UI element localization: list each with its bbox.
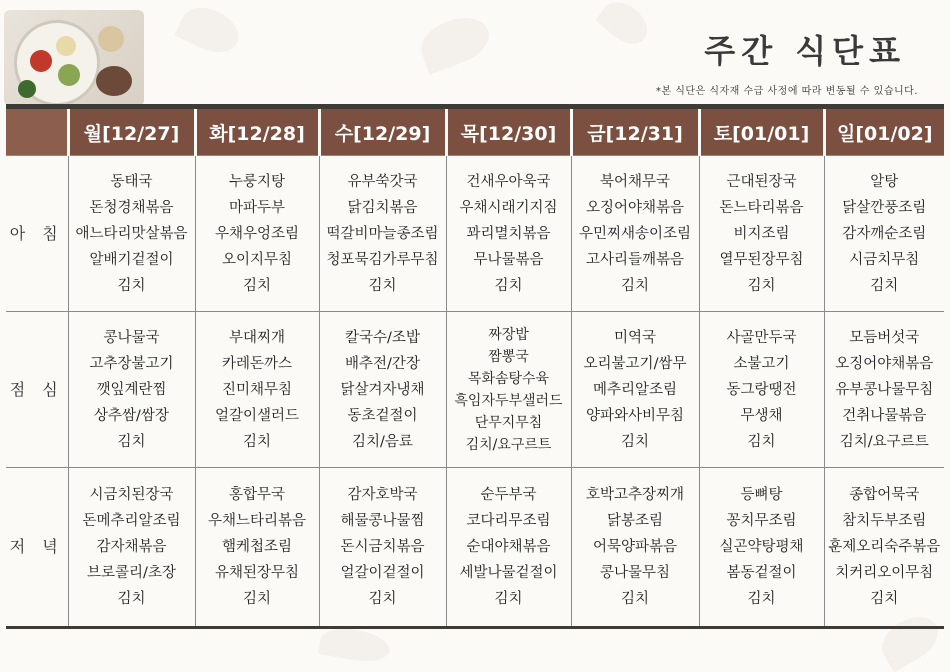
menu-cell xyxy=(446,312,571,468)
background-leaf xyxy=(595,0,655,52)
menu-cell xyxy=(699,312,824,468)
menu-item: 비지조림 xyxy=(733,225,790,242)
menu-item: 김치/음료 xyxy=(352,433,413,450)
menu-item: 코다리무조림 xyxy=(466,513,551,529)
background-leaf xyxy=(318,624,392,666)
menu-item: 김치 xyxy=(620,277,649,294)
menu-cell xyxy=(571,312,699,468)
menu-item: 북어채무국 xyxy=(599,173,671,190)
menu-item: 닭봉조림 xyxy=(606,513,664,529)
menu-item: 오리불고기/쌈무 xyxy=(583,355,687,372)
menu-item: 건새우아욱국 xyxy=(466,173,551,190)
day-header-tue: 화[12/28] xyxy=(195,107,319,156)
menu-item: 김치 xyxy=(747,591,776,607)
day-header-mon: 월[12/27] xyxy=(68,107,195,156)
menu-item: 단무지무침 xyxy=(474,414,543,431)
menu-cell xyxy=(68,156,195,312)
menu-item: 시금치무침 xyxy=(849,251,920,268)
menu-item: 동태국 xyxy=(110,173,153,190)
menu-item: 종합어묵국 xyxy=(849,487,920,503)
menu-item: 마파두부 xyxy=(228,199,286,216)
menu-cell xyxy=(68,468,195,628)
menu-item: 감자채볶음 xyxy=(96,539,167,555)
menu-item: 깻잎계란찜 xyxy=(96,381,167,398)
menu-item: 김치 xyxy=(117,277,146,294)
meal-row-lunch xyxy=(6,312,944,468)
menu-item: 메추리알조림 xyxy=(592,381,678,398)
menu-cell xyxy=(446,468,571,628)
menu-item: 김치 xyxy=(494,277,523,294)
menu-item: 청포묵김가루무침 xyxy=(326,251,439,268)
menu-item: 오징어야채볶음 xyxy=(835,355,934,372)
menu-item: 얼갈이샐러드 xyxy=(214,407,300,424)
menu-item: 우채느타리볶음 xyxy=(207,513,307,529)
menu-item: 김치 xyxy=(870,277,899,294)
menu-item: 돈청경채볶음 xyxy=(89,199,174,216)
background-leaf xyxy=(415,9,496,74)
food-photo xyxy=(4,10,144,106)
meal-label-dinner: 저 녁 xyxy=(6,468,68,628)
menu-item: 순두부국 xyxy=(480,487,537,503)
menu-cell xyxy=(68,312,195,468)
menu-item: 참치두부조림 xyxy=(842,513,927,529)
menu-item: 얼갈이겉절이 xyxy=(340,565,425,581)
menu-item: 흑임자두부샐러드 xyxy=(454,392,563,409)
menu-item: 김치/요구르트 xyxy=(839,433,929,450)
menu-item: 훈제오리숙주볶음 xyxy=(828,539,941,555)
menu-item: 꽈리멸치볶음 xyxy=(466,225,551,242)
menu-item: 사골만두국 xyxy=(726,329,797,346)
menu-item: 홍합무국 xyxy=(228,487,286,503)
background-leaf xyxy=(174,0,245,61)
menu-item: 닭살겨자냉채 xyxy=(340,381,425,398)
menu-item: 돈메추리알조림 xyxy=(82,513,181,529)
menu-item: 봄동겉절이 xyxy=(726,565,797,581)
menu-item: 김치 xyxy=(494,591,523,607)
menu-cell xyxy=(824,312,944,468)
menu-item: 소불고기 xyxy=(733,355,790,372)
menu-item: 김치 xyxy=(620,433,649,450)
menu-item: 우채우엉조림 xyxy=(214,225,300,242)
menu-cell xyxy=(824,468,944,628)
menu-item: 김치 xyxy=(870,591,899,607)
header-corner xyxy=(6,107,68,156)
menu-item: 목화솜탕수육 xyxy=(467,370,550,387)
menu-item: 고추장불고기 xyxy=(89,355,174,372)
menu-item: 칼국수/조밥 xyxy=(345,329,420,346)
menu-item: 김치 xyxy=(747,277,776,294)
menu-item: 김치 xyxy=(242,277,271,294)
day-header-row xyxy=(6,107,944,156)
menu-cell xyxy=(195,156,319,312)
menu-item: 유부쑥갓국 xyxy=(347,173,418,190)
menu-item: 오징어야채볶음 xyxy=(585,199,685,216)
menu-item: 무생채 xyxy=(740,407,783,424)
menu-item: 짜장밥 xyxy=(488,326,529,343)
menu-item: 진미채무침 xyxy=(221,381,293,398)
menu-item: 배추전/간장 xyxy=(345,355,420,372)
menu-item: 떡갈비마늘종조림 xyxy=(326,225,439,242)
menu-item: 닭살깐풍조림 xyxy=(842,199,927,216)
menu-item: 감자깨순조림 xyxy=(842,225,927,242)
menu-item: 김치 xyxy=(242,433,271,450)
menu-item: 콩나물무침 xyxy=(599,565,671,581)
menu-item: 알탕 xyxy=(870,173,899,190)
menu-item: 실곤약탕평채 xyxy=(719,539,804,555)
menu-item: 꽁치무조림 xyxy=(726,513,797,529)
menu-item: 알배기겉절이 xyxy=(89,251,174,268)
menu-item: 오이지무침 xyxy=(221,251,293,268)
menu-item: 콩나물국 xyxy=(103,329,160,346)
menu-item: 동초겉절이 xyxy=(347,407,418,424)
menu-cell xyxy=(571,156,699,312)
menu-item: 애느타리맛살볶음 xyxy=(75,225,188,242)
menu-item: 우채시래기지짐 xyxy=(459,199,558,216)
menu-cell xyxy=(699,156,824,312)
menu-item: 건취나물볶음 xyxy=(842,407,927,424)
menu-item: 김치 xyxy=(620,591,649,607)
menu-item: 등뼈탕 xyxy=(740,487,783,503)
menu-item: 어묵양파볶음 xyxy=(592,539,678,555)
menu-item: 미역국 xyxy=(613,329,657,346)
menu-cell xyxy=(319,156,446,312)
menu-item: 근대된장국 xyxy=(726,173,797,190)
menu-item: 김치 xyxy=(242,591,271,607)
menu-item: 부대찌개 xyxy=(228,329,286,346)
menu-item: 돈느타리볶음 xyxy=(719,199,804,216)
menu-cell xyxy=(195,468,319,628)
menu-cell xyxy=(319,468,446,628)
meal-row-dinner xyxy=(6,468,944,628)
menu-item: 김치 xyxy=(368,591,397,607)
meal-label-breakfast: 아 침 xyxy=(6,156,68,312)
menu-item: 감자호박국 xyxy=(347,487,418,503)
menu-item: 호박고추장찌개 xyxy=(585,487,685,503)
menu-item: 김치 xyxy=(747,433,776,450)
menu-item: 고사리들깨볶음 xyxy=(585,251,685,268)
menu-item: 브로콜리/초장 xyxy=(87,565,176,581)
meal-row-breakfast xyxy=(6,156,944,312)
menu-item: 김치/요구르트 xyxy=(465,436,552,453)
menu-item: 모듬버섯국 xyxy=(849,329,920,346)
menu-item: 누룽지탕 xyxy=(228,173,286,190)
menu-item: 해물콩나물찜 xyxy=(340,513,425,529)
menu-item: 김치 xyxy=(117,433,146,450)
menu-item: 동그랑땡전 xyxy=(726,381,797,398)
menu-cell xyxy=(446,156,571,312)
menu-item: 카레돈까스 xyxy=(221,355,293,372)
menu-item: 시금치된장국 xyxy=(89,487,174,503)
menu-item: 세발나물겉절이 xyxy=(459,565,558,581)
menu-item: 햄케첩조림 xyxy=(221,539,293,555)
menu-item: 김치 xyxy=(117,591,146,607)
menu-item: 닭김치볶음 xyxy=(347,199,418,216)
menu-cell xyxy=(195,312,319,468)
menu-item: 유부콩나물무침 xyxy=(835,381,934,398)
menu-cell xyxy=(824,156,944,312)
menu-item: 우민찌새송이조림 xyxy=(578,225,692,242)
day-header-sun: 일[01/02] xyxy=(824,107,944,156)
menu-item: 치커리오이무침 xyxy=(835,565,934,581)
day-header-thu: 목[12/30] xyxy=(446,107,571,156)
day-header-wed: 수[12/29] xyxy=(319,107,446,156)
menu-item: 상추쌈/쌈장 xyxy=(94,407,169,424)
menu-item: 순대야채볶음 xyxy=(466,539,551,555)
menu-item: 유채된장무침 xyxy=(214,565,300,581)
menu-cell xyxy=(699,468,824,628)
menu-item: 무나물볶음 xyxy=(473,251,544,268)
menu-change-notice: *본 식단은 식자재 수급 사정에 따라 변동될 수 있습니다. xyxy=(655,86,918,97)
menu-cell xyxy=(319,312,446,468)
meal-label-lunch: 점 심 xyxy=(6,312,68,468)
menu-item: 돈시금치볶음 xyxy=(340,539,425,555)
menu-item: 열무된장무침 xyxy=(719,251,804,268)
menu-item: 짬뽕국 xyxy=(488,348,529,365)
day-header-sat: 토[01/01] xyxy=(699,107,824,156)
menu-item: 양파와사비무침 xyxy=(585,407,685,424)
menu-item: 김치 xyxy=(368,277,397,294)
weekly-menu-table xyxy=(6,104,944,629)
menu-cell xyxy=(571,468,699,628)
page-title: 주간 식단표 xyxy=(704,32,906,70)
day-header-fri: 금[12/31] xyxy=(571,107,699,156)
